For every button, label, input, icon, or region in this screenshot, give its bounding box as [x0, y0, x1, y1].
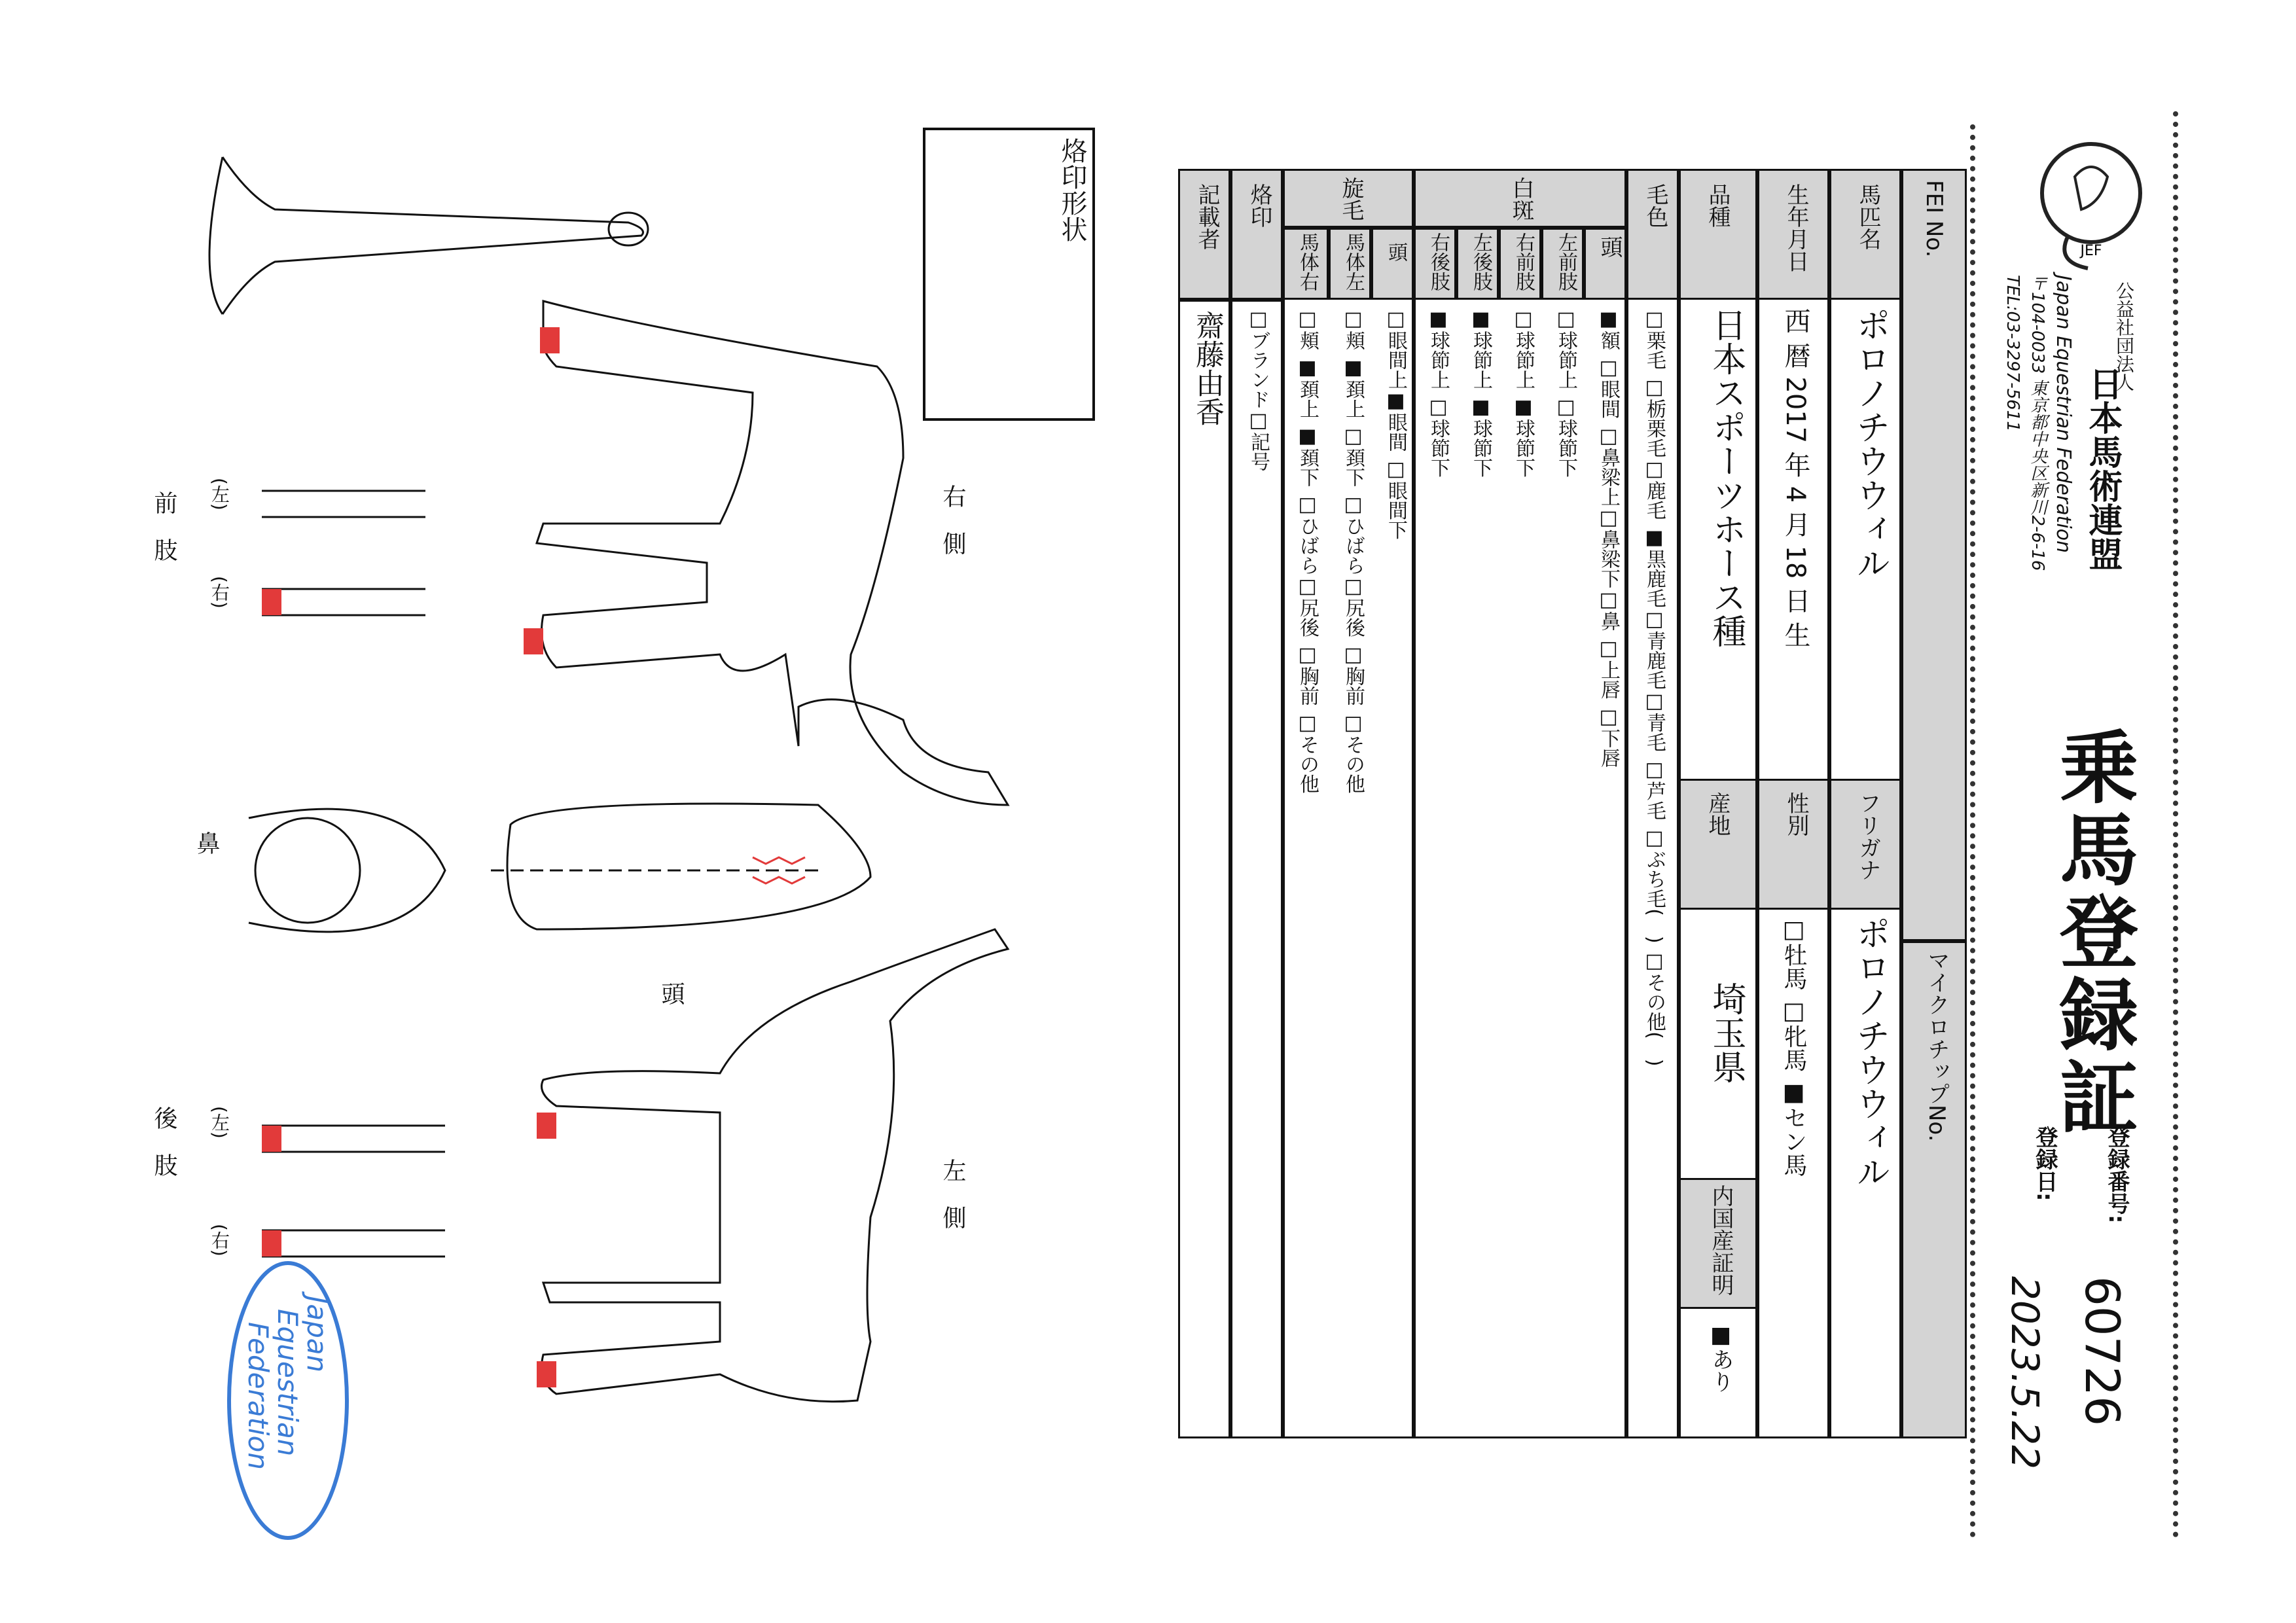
horse-name: ポロノチウウィル	[1850, 308, 1890, 580]
stamp-line-3: Federation	[242, 1322, 274, 1470]
muzzle-label: 鼻	[193, 831, 220, 855]
reg-no: 60726	[2075, 1276, 2130, 1427]
origin-value: 埼玉県	[1706, 982, 1746, 1084]
domestic-value: ■あり	[1708, 1322, 1734, 1393]
lf-label: 左前肢	[1554, 232, 1577, 291]
front-legs-label: 前 肢	[151, 491, 177, 562]
rf-value: □球節上 ■球節下	[1512, 308, 1535, 478]
coat-label: 毛色	[1642, 183, 1668, 228]
origin-label: 産地	[1704, 792, 1731, 836]
hind-left-mark: (左)	[209, 1106, 230, 1139]
rf-label: 右前肢	[1512, 232, 1535, 291]
front-right-mark: (右)	[209, 576, 230, 609]
jef-stamp	[223, 1257, 353, 1544]
microchip-label: マイクロチップNo.	[1924, 949, 1950, 1142]
furigana-label: フリガナ	[1855, 792, 1881, 881]
furigana-value: ポロノチウウィル	[1850, 916, 1890, 1188]
reg-date: 2023.5.22	[2003, 1276, 2047, 1470]
breed-value: 日本スポーツホース種	[1706, 308, 1746, 648]
right-side-label: 右 側	[939, 484, 966, 555]
rh-label: 右後肢	[1427, 232, 1450, 291]
reg-no-label: 登録番号:	[2104, 1126, 2130, 1224]
brand-value: □ブランド□記号	[1247, 308, 1270, 471]
whorl-label: 旋毛	[1338, 177, 1364, 221]
sex-label: 性別	[1783, 792, 1809, 836]
hind-legs-label: 後 肢	[151, 1106, 177, 1177]
head-label: 頭	[658, 982, 685, 1005]
recorder-value: 齋藤由香	[1191, 311, 1224, 426]
w-left-label: 馬体左	[1342, 232, 1365, 291]
recorder-label: 記載者	[1194, 183, 1220, 250]
w-right-label: 馬体右	[1296, 232, 1319, 291]
reg-date-label: 登録日:	[2032, 1126, 2058, 1202]
w-head-label: 頭	[1384, 242, 1407, 262]
document-title: 乗馬登録証	[2047, 726, 2138, 1139]
hind-right-mark: (右)	[209, 1224, 230, 1257]
lh-value: ■球節上 ■球節下	[1469, 308, 1492, 478]
org-address: 〒104-0033 東京都中央区新川2-6-16	[2028, 275, 2047, 571]
domestic-label: 内国産証明	[1708, 1185, 1734, 1296]
sex-value: □牡馬 □牝馬 ■セン馬	[1780, 916, 1807, 1177]
dob-label: 生年月日	[1783, 183, 1809, 272]
org-tel: TEL:03-3297-5611	[2003, 275, 2022, 432]
left-side-label: 左 側	[939, 1158, 966, 1229]
w-right-value: □頬 ■頚上 ■頚下 □ひばら□尻後 □胸前 □その他	[1296, 308, 1319, 794]
w-head-value: □眼間上■眼間 □眼間下	[1384, 308, 1407, 540]
fei-label: FEI No.	[1921, 180, 1947, 258]
brand-shape-label: 烙印形状	[1057, 137, 1087, 242]
head-white-label: 頭	[1596, 236, 1623, 258]
org-prefix: 公益社団法人	[2113, 281, 2135, 391]
logo	[2029, 131, 2153, 275]
name-label: 馬匹名	[1855, 183, 1881, 250]
logo-text: JEF	[2080, 243, 2102, 259]
rh-value: ■球節上 □球節下	[1427, 308, 1450, 478]
org-name: 日本馬術連盟	[2083, 366, 2122, 571]
dotted-border-right	[2160, 111, 2178, 1538]
w-left-value: □頬 ■頚上 □頚下 □ひばら□尻後 □胸前 □その他	[1342, 308, 1365, 794]
coat-options: □栗毛 □栃栗毛□鹿毛 ■黒鹿毛□青鹿毛□青毛 □芦毛 □ぶち毛( ) □その他( )	[1643, 308, 1666, 1067]
front-left-mark: (左)	[209, 478, 230, 510]
stamp-line-2: Equestrian	[272, 1309, 304, 1457]
lf-value: □球節上 □球節下	[1554, 308, 1577, 478]
brand-label: 烙印	[1246, 183, 1272, 228]
breed-label: 品種	[1704, 183, 1731, 228]
head-white-value: ■額 □眼間 □鼻梁上□鼻梁下□鼻 □上唇 □下唇	[1597, 308, 1620, 768]
dob-value: 西 暦 2017 年 4 月 18 日 生	[1780, 308, 1810, 648]
fei-header	[1901, 169, 1967, 941]
org-en: Japan Equestrian Federation	[2052, 275, 2075, 554]
white-label: 白斑	[1508, 177, 1534, 221]
lh-label: 左後肢	[1469, 232, 1492, 291]
stamp-line-1: Japan	[301, 1296, 333, 1373]
